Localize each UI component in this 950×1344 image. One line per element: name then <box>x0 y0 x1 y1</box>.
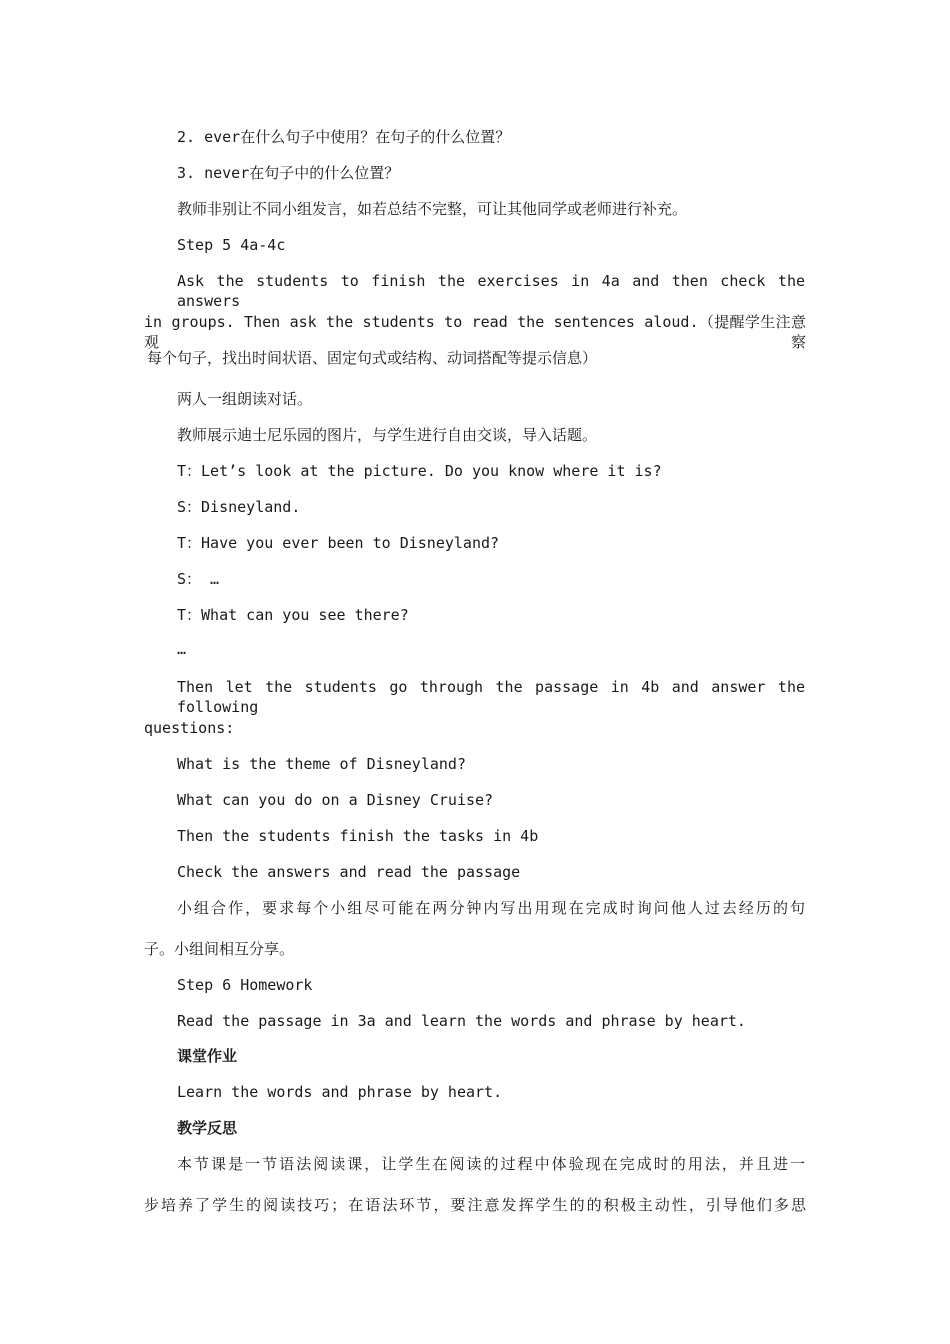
paragraph-ask-line-2: in groups. Then ask the students to read the sentences aloud.（提醒学生注意观察 <box>144 313 806 351</box>
paragraph-group-line-2: 子。小组间相互分享。 <box>144 940 295 958</box>
step-6-heading: Step 6 Homework <box>177 976 313 994</box>
ellipsis-line: … <box>177 640 187 658</box>
question-3: 3. never在句子中的什么位置？ <box>177 164 400 182</box>
paragraph-tasks: Then the students finish the tasks in 4b <box>177 827 539 845</box>
paragraph-group-line-1: 小组合作，要求每个小组尽可能在两分钟内写出用现在完成时询问他人过去经历的句 <box>177 899 805 917</box>
dialogue-line-5: T：What can you see there? <box>177 606 409 624</box>
dialogue-line-3: T：Have you ever been to Disneyland? <box>177 534 500 552</box>
paragraph-check: Check the answers and read the passage <box>177 863 521 881</box>
question-theme: What is the theme of Disneyland? <box>177 755 466 773</box>
paragraph-disney-intro: 教师展示迪士尼乐园的图片，与学生进行自由交谈，导入话题。 <box>177 426 598 444</box>
reflection-line-2: 步培养了学生的阅读技巧；在语法环节，要注意发挥学生的的积极主动性，引导他们多思 <box>144 1196 806 1214</box>
question-2: 2. ever在什么句子中使用？在句子的什么位置？ <box>177 128 511 146</box>
step-5-heading: Step 5 4a-4c <box>177 236 286 254</box>
homework-text: Read the passage in 3a and learn the words and phrase by heart. <box>177 1012 746 1030</box>
paragraph-ask-line-3: 每个句子，找出时间状语、固定句式或结构、动词搭配等提示信息） <box>147 349 598 367</box>
paragraph-teacher-groups: 教师非别让不同小组发言，如若总结不完整，可让其他同学或老师进行补充。 <box>177 200 688 218</box>
dialogue-line-4: S： … <box>177 570 220 588</box>
paragraph-passage-line-2: questions: <box>144 719 235 737</box>
classwork-text: Learn the words and phrase by heart. <box>177 1083 503 1101</box>
dialogue-line-1: T：Let’s look at the picture. Do you know where it is? <box>177 462 662 480</box>
paragraph-pair-reading: 两人一组朗读对话。 <box>177 390 313 408</box>
paragraph-ask-line-1: Ask the students to finish the exercises in 4a and then check the answers <box>177 272 805 310</box>
reflection-heading: 教学反思 <box>177 1119 238 1137</box>
reflection-line-1: 本节课是一节语法阅读课，让学生在阅读的过程中体验现在完成时的用法，并且进一 <box>177 1155 805 1173</box>
question-cruise: What can you do on a Disney Cruise? <box>177 791 494 809</box>
dialogue-line-2: S：Disneyland. <box>177 498 301 516</box>
classwork-heading: 课堂作业 <box>177 1047 238 1065</box>
paragraph-passage-line-1: Then let the students go through the passage in 4b and answer the following <box>177 678 805 716</box>
